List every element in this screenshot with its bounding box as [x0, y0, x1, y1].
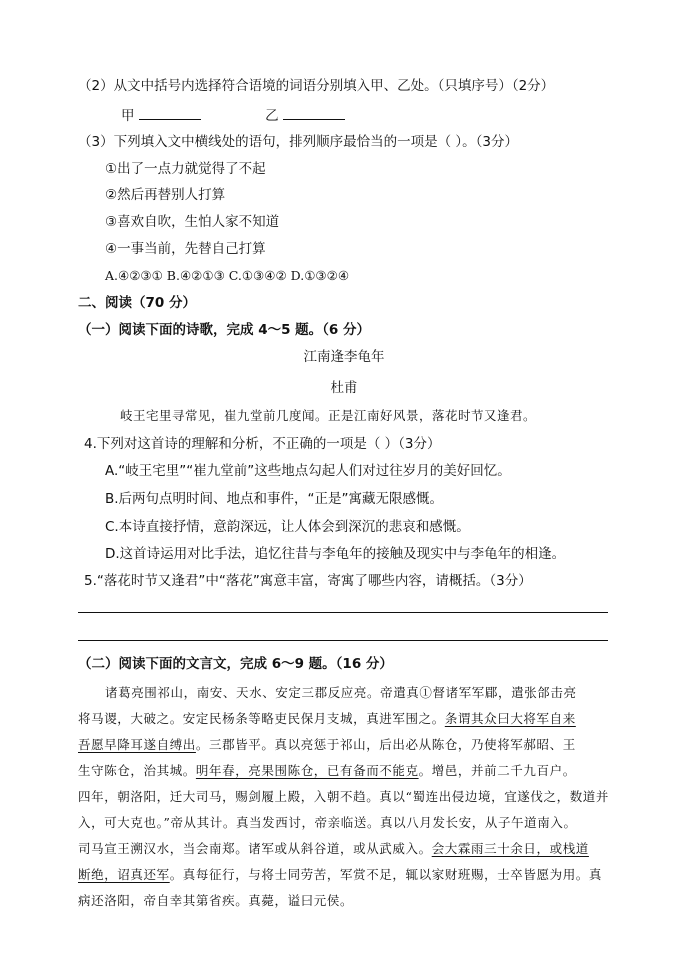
passage-line	[78, 892, 353, 910]
passage-text: 入，可大克也。”帝从其计。真当发西讨，帝亲临送。真以八月发长安，从子午道南入。	[78, 815, 577, 830]
passage-line	[105, 684, 577, 702]
passage-text: 病还洛阳，帝自幸其第省疾。真薨，谥曰元侯。	[78, 893, 354, 908]
q4-option: A.“岐王宅里”“崔九堂前”这些地点勾起人们对过往岁月的美好回忆。	[105, 463, 511, 479]
blank-a-label: 甲	[121, 108, 135, 124]
passage-text: 司马宣王溯汉水，当会南郑。诸军或从斜谷道，或从武威入。	[78, 841, 432, 856]
passage-line	[78, 866, 602, 884]
underlined-sentence: 断绝，诏真还军	[78, 867, 170, 882]
underlined-sentence: 条谓其众曰大将军自来	[444, 711, 576, 726]
passage-text: 。增邑，并前二千九百户。	[418, 763, 576, 778]
passage-text: 四年，朝洛阳，迁大司马，赐剑履上殿，入朝不趋。真以“蜀连出侵边境，宜遂伐之，数道并	[78, 789, 609, 804]
passage-line	[78, 814, 577, 832]
poem-author: 杜甫	[330, 380, 358, 396]
blank-b-label: 乙	[265, 108, 279, 124]
q5-stem: 5.“落花时节又逢君”中“落花”寓意丰富，寄寓了哪些内容，请概括。（3分）	[84, 573, 532, 589]
q3-options: A.④②③① B.④②①③ C.①③④② D.①③②④	[105, 268, 350, 283]
q3-item: ④一事当前，先替自己打算	[105, 241, 266, 257]
q2-blank-row	[121, 106, 345, 125]
q4-option: D.这首诗运用对比手法，追忆往昔与李龟年的接触及现实中与李龟年的相逢。	[105, 546, 566, 562]
section-heading: 二、阅读（70 分）	[78, 295, 196, 311]
poem-title: 江南逢李龟年	[303, 349, 385, 365]
blank-b-line[interactable]	[283, 106, 345, 120]
passage-line	[78, 788, 609, 806]
part2-heading: （二）阅读下面的文言文，完成 6～9 题。（16 分）	[78, 656, 393, 672]
q4-option: C.本诗直接抒情，意韵深远，让人体会到深沉的悲哀和感慨。	[105, 519, 470, 535]
passage-text: 。真每征行，与将士同劳苦，军赏不足，辄以家财班赐，士卒皆愿为用。真	[169, 867, 603, 882]
underlined-sentence: 会大霖雨三十余日，或栈道	[431, 841, 589, 856]
passage-line	[78, 736, 576, 754]
answer-line[interactable]	[78, 640, 608, 641]
passage-line	[78, 840, 589, 858]
passage-text: 将马谡，大破之。安定民杨条等略吏民保月支城，真进军围之。	[78, 711, 445, 726]
q2-stem: （2）从文中括号内选择符合语境的词语分别填入甲、乙处。（只填序号）（2分）	[78, 78, 555, 94]
passage-text: 生守陈仓，治其城。	[78, 763, 196, 778]
q3-stem: （3）下列填入文中横线处的语句，排列顺序最恰当的一项是（ ）。（3分）	[78, 134, 518, 150]
poem-text: 岐王宅里寻常见，崔九堂前几度闻。正是江南好风景，落花时节又逢君。	[120, 408, 537, 423]
q4-option: B.后两句点明时间、地点和事件，“正是”寓藏无限感慨。	[105, 491, 444, 507]
underlined-sentence: 吾愿早降耳遂自缚出	[78, 737, 196, 752]
blank-a-line[interactable]	[139, 106, 201, 120]
part1-heading: （一）阅读下面的诗歌，完成 4～5 题。（6 分）	[78, 322, 371, 338]
passage-line	[78, 762, 576, 780]
passage-text: 诸葛亮围祁山，南安、天水、安定三郡反应亮。帝遣真①督诸军军郿，遣张郃击亮	[105, 685, 577, 700]
q3-item: ②然后再替别人打算	[105, 187, 226, 203]
passage-text: 。三郡皆平。真以亮惩于祁山，后出必从陈仓，乃使将军郝昭、王	[195, 737, 576, 752]
passage-line	[78, 710, 576, 728]
underlined-sentence: 明年春，亮果围陈仓，已有备而不能克	[195, 763, 419, 778]
q3-item: ①出了一点力就觉得了不起	[105, 161, 266, 177]
q3-item: ③喜欢自吹，生怕人家不知道	[105, 214, 280, 230]
answer-line[interactable]	[78, 612, 608, 613]
q4-stem: 4.下列对这首诗的理解和分析，不正确的一项是（ ）（3分）	[84, 436, 441, 452]
